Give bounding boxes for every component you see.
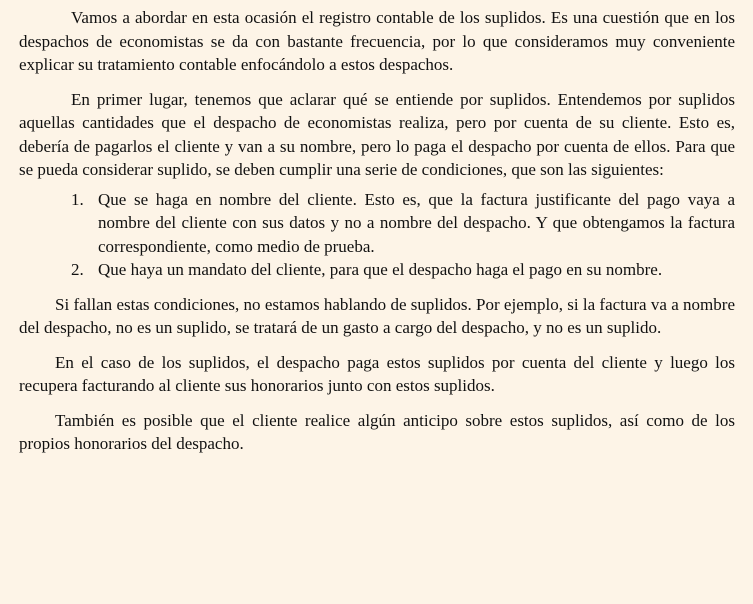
list-item [19, 258, 735, 282]
conditions-list [19, 188, 735, 282]
list-item-text: Que haya un mandato del cliente, para que el despacho haga el pago en su nombre. [98, 260, 663, 279]
definition-paragraph: En primer lugar, tenemos que aclarar qué se entiende por suplidos. Entendemos por suplidos aquellas cantidades que el despacho de economistas realiza, pero por cuenta de su cliente. Esto es, debería de pagarlos el cliente y van a su nombre, pero lo paga el despacho por cuenta de ellos. Para que se pueda considerar suplido, se deben cumplir una serie de condiciones, que son las siguientes: [19, 89, 735, 179]
example-paragraph: Si fallan estas condiciones, no estamos hablando de suplidos. Por ejemplo, si la factura va a nombre del despacho, no es un suplido, se tratará de un gasto a cargo del despacho, y no es un suplido. [19, 294, 735, 337]
list-item-text: Que se haga en nombre del cliente. Esto es, que la factura justificante del pago vaya a nombre del cliente con sus datos y no a nombre del despacho. Y que obtengamos la factura correspondiente, como medio de prueba. [98, 189, 735, 256]
advance-paragraph: También es posible que el cliente realice algún anticipo sobre estos suplidos, así como de los propios honorarios del despacho. [19, 410, 735, 453]
list-item-number: 2. [71, 260, 84, 279]
intro-paragraph: Vamos a abordar en esta ocasión el registro contable de los suplidos. Es una cuestión que en los despachos de economistas se da con bastante frecuencia, por lo que consideramos muy conveniente explicar su tratamiento contable enfocándolo a estos despachos. [19, 8, 735, 74]
list-item [19, 188, 735, 259]
list-item-number: 1. [71, 189, 84, 209]
recovery-paragraph: En el caso de los suplidos, el despacho paga estos suplidos por cuenta del cliente y luego los recupera facturando al cliente sus honorarios junto con estos suplidos. [19, 352, 735, 395]
